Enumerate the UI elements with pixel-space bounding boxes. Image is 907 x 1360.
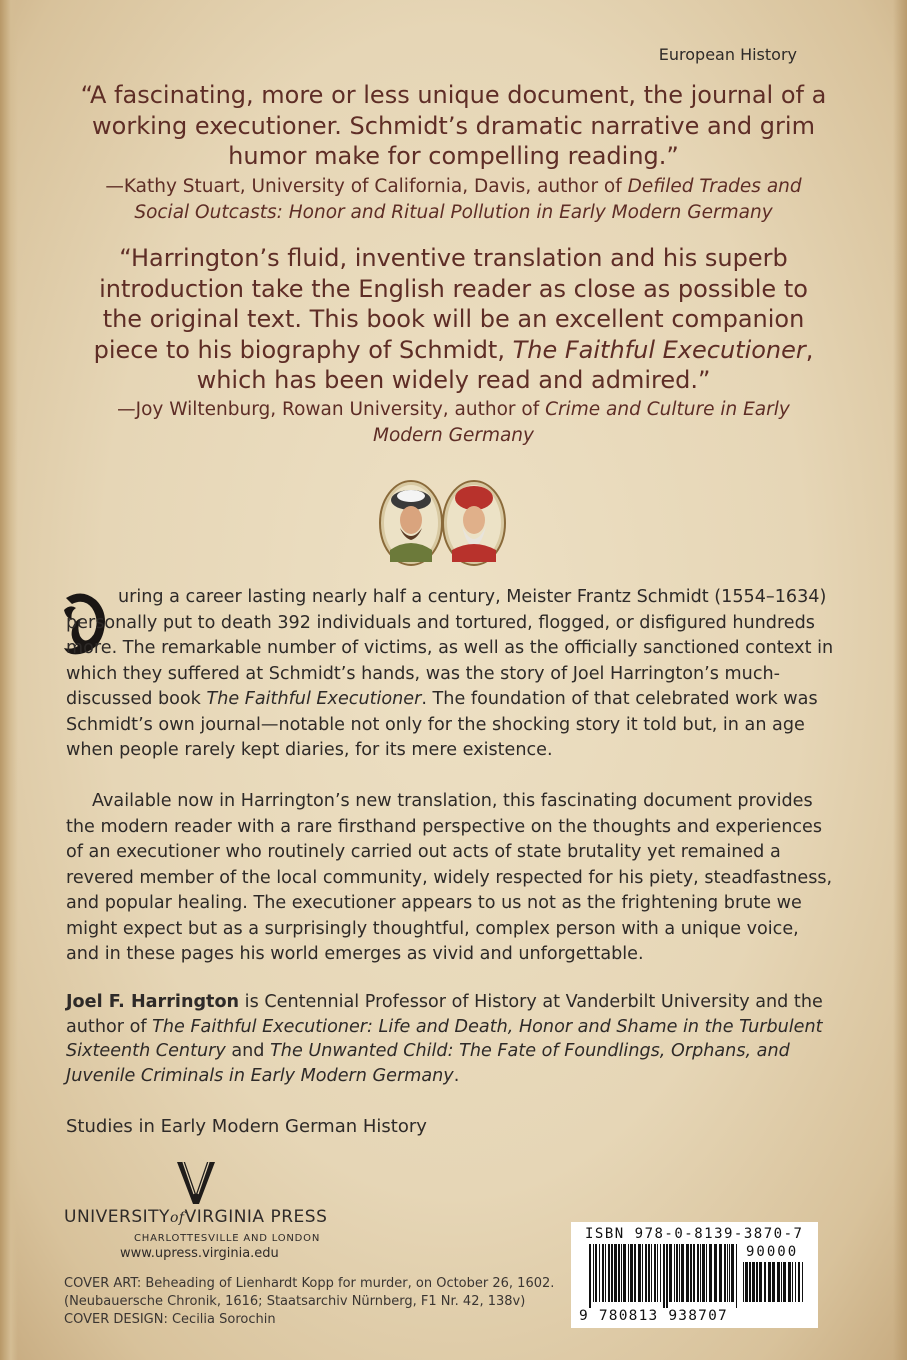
ean-barcode-bars bbox=[589, 1244, 739, 1308]
quote-2-attribution bbox=[80, 397, 827, 449]
barcode-bar bbox=[749, 1262, 751, 1302]
barcode-bar bbox=[731, 1244, 734, 1302]
barcode-bar bbox=[679, 1244, 680, 1302]
series-title: Studies in Early Modern German History bbox=[66, 1116, 427, 1137]
press-logo-icon bbox=[175, 1160, 217, 1206]
cover-design-credit bbox=[64, 1311, 564, 1329]
bio-text-2: and bbox=[225, 1041, 271, 1061]
barcode-bar bbox=[714, 1244, 717, 1302]
barcode-bar bbox=[634, 1244, 636, 1302]
portrait-medallions-image bbox=[378, 478, 508, 568]
barcode-bar bbox=[768, 1262, 771, 1302]
author-name: Joel F. Harrington bbox=[66, 992, 240, 1012]
press-name-b: VIRGINIA PRESS bbox=[184, 1207, 328, 1227]
barcode-bar bbox=[772, 1262, 775, 1302]
isbn-barcode bbox=[571, 1222, 818, 1328]
attribution-text: —Kathy Stuart, University of California, Davis, author of bbox=[105, 176, 628, 197]
barcode-bar bbox=[697, 1244, 699, 1302]
barcode-bar bbox=[736, 1244, 737, 1308]
barcode-bar bbox=[660, 1244, 661, 1302]
barcode-bar bbox=[595, 1244, 597, 1302]
barcode-bar bbox=[663, 1244, 665, 1308]
barcode-bar bbox=[759, 1262, 762, 1302]
description-text-before: uring a career lasting nearly half a century, Meister Frantz Schmidt (1554–1634) personally put to death 392 individuals and tortured, flogged, or disfigured hundreds more. The remarkable number of victims, as well as the officially sanctioned context in which they suffered at Schmidt’s hands, was the story of Joel Harrington’s much-discussed book bbox=[66, 587, 834, 709]
quote-1-attribution bbox=[80, 174, 827, 226]
barcode-bar bbox=[589, 1244, 591, 1308]
barcode-bar bbox=[602, 1244, 604, 1302]
barcode-bar bbox=[743, 1262, 744, 1302]
barcode-bar bbox=[645, 1244, 647, 1302]
barcode-bar bbox=[654, 1244, 656, 1302]
press-url: www.upress.virginia.edu bbox=[120, 1246, 279, 1261]
barcode-bar bbox=[666, 1244, 668, 1308]
barcode-bar bbox=[674, 1244, 675, 1302]
bio-work-2: The Unwanted Child: The Fate of Foundlings, Orphans, and Juvenile Criminals in Early Modern Germany bbox=[66, 1041, 790, 1086]
category-label: European History bbox=[658, 45, 797, 64]
drop-cap-spacer bbox=[66, 592, 118, 602]
barcode-bar bbox=[608, 1244, 610, 1302]
barcode-bar bbox=[783, 1262, 786, 1302]
barcode-bar bbox=[756, 1262, 758, 1302]
barcode-bar bbox=[648, 1244, 650, 1302]
attribution-text: —Joy Wiltenburg, Rowan University, author of bbox=[117, 399, 546, 420]
barcode-bar bbox=[621, 1244, 622, 1302]
description-paragraph-2: Available now in Harrington’s new translation, this fascinating document provides the modern reader with a rare firsthand perspective on the thoughts and experiences of an executioner who routinely carried out acts of state brutality yet remained a revered member of the local community, widely respected for his piety, steadfastness, and popular healing. The executioner appears to us not as the frightening brute we might expect but as a surprisingly thoughtful, complex person with a unique voice, and in these pages his world emerges as vivid and unforgettable. bbox=[66, 791, 833, 964]
isbn-number: ISBN 978-0-8139-3870-7 bbox=[585, 1226, 804, 1242]
description-text-after: . The foundation of that celebrated work was Schmidt’s own journal—notable not only for the shocking story it told but, in an age when people rarely kept diaries, for its mere existence. bbox=[66, 689, 818, 760]
quote-1: “A fascinating, more or less unique document, the journal of a working executioner. Schmidt’s dramatic narrative and grim humor make for compelling reading.” bbox=[80, 81, 827, 170]
barcode-bar bbox=[781, 1262, 782, 1302]
barcode-bar bbox=[628, 1244, 629, 1302]
page-edge-left bbox=[0, 0, 18, 1360]
barcode-bar bbox=[669, 1244, 672, 1302]
barcode-bar bbox=[802, 1262, 803, 1302]
price-code: 90000 bbox=[746, 1244, 799, 1260]
ean-number: 9 780813 938707 bbox=[579, 1308, 728, 1324]
barcode-bar bbox=[729, 1244, 730, 1302]
barcode-bar bbox=[745, 1262, 748, 1302]
cover-design-text: Cecilia Sorochin bbox=[167, 1312, 276, 1327]
cover-design-label: COVER DESIGN: bbox=[64, 1312, 168, 1327]
barcode-bar bbox=[709, 1244, 712, 1302]
bio-work-1: The Faithful Executioner: Life and Death, Honor and Shame in the Turbulent Sixteenth Century bbox=[66, 1016, 823, 1061]
cover-art-label: COVER ART: bbox=[64, 1276, 142, 1291]
quote-2-text-after: , which has been widely read and admired.” bbox=[196, 335, 814, 394]
barcode-bar bbox=[593, 1244, 594, 1302]
barcode-bar bbox=[651, 1244, 652, 1302]
attribution-work: Crime and Culture in Early Modern Germany bbox=[373, 399, 790, 446]
description-paragraph-1 bbox=[66, 585, 836, 764]
barcode-bar bbox=[724, 1244, 726, 1302]
barcode-bar bbox=[657, 1244, 658, 1302]
barcode-bar bbox=[599, 1244, 600, 1302]
barcode-bar bbox=[676, 1244, 678, 1302]
quote-2 bbox=[80, 243, 827, 396]
barcode-bar bbox=[611, 1244, 613, 1302]
bio-text-1: is Centennial Professor of History at Vanderbilt University and the author of bbox=[66, 992, 823, 1037]
cover-art-text: Beheading of Lienhardt Kopp for murder, on October 26, 1602. (Neubauersche Chronik, 1616; Staatsarchiv Nürnberg, F1 Nr. 42, 138v) bbox=[64, 1276, 555, 1309]
quote-2-text-before: “Harrington’s fluid, inventive translation and his superb introduction take the English reader as close as possible to the original text. This book will be an excellent companion piece to his biography of Schmidt, bbox=[93, 244, 808, 364]
author-bio bbox=[66, 990, 836, 1088]
press-name-a: UNIVERSITY bbox=[64, 1207, 170, 1227]
barcode-bar bbox=[623, 1244, 626, 1302]
barcode-bar bbox=[700, 1244, 701, 1302]
barcode-bar bbox=[777, 1262, 780, 1302]
quote-2-work: The Faithful Executioner bbox=[512, 335, 806, 364]
barcode-bar bbox=[681, 1244, 684, 1302]
barcode-bar bbox=[752, 1262, 755, 1302]
barcode-bar bbox=[706, 1244, 707, 1302]
barcode-bar bbox=[764, 1262, 766, 1302]
barcode-bar bbox=[702, 1244, 705, 1302]
bio-text-3: . bbox=[453, 1065, 460, 1086]
barcode-bar bbox=[630, 1244, 633, 1302]
barcode-bar bbox=[788, 1262, 791, 1302]
barcode-bar bbox=[686, 1244, 689, 1302]
page-edge-right bbox=[893, 0, 907, 1360]
addon-barcode-bars bbox=[743, 1262, 807, 1308]
barcode-bar bbox=[795, 1262, 796, 1302]
barcode-bar bbox=[605, 1244, 606, 1302]
barcode-bar bbox=[798, 1262, 800, 1302]
barcode-bar bbox=[638, 1244, 641, 1302]
description-work: The Faithful Executioner bbox=[206, 689, 422, 709]
barcode-bar bbox=[727, 1244, 728, 1302]
cover-art-credit bbox=[64, 1275, 564, 1311]
barcode-bar bbox=[690, 1244, 692, 1302]
barcode-bar bbox=[693, 1244, 695, 1302]
barcode-bar bbox=[614, 1244, 617, 1302]
cover-credits bbox=[64, 1275, 564, 1329]
press-city: CHARLOTTESVILLE AND LONDON bbox=[134, 1233, 321, 1244]
barcode-bar bbox=[719, 1244, 722, 1302]
barcode-bar bbox=[642, 1244, 643, 1302]
barcode-bar bbox=[618, 1244, 620, 1302]
press-name-of: of bbox=[169, 1210, 185, 1226]
press-name bbox=[64, 1207, 327, 1227]
barcode-bar bbox=[792, 1262, 793, 1302]
attribution-work: Defiled Trades and Social Outcasts: Honor and Ritual Pollution in Early Modern Germany bbox=[134, 176, 802, 223]
